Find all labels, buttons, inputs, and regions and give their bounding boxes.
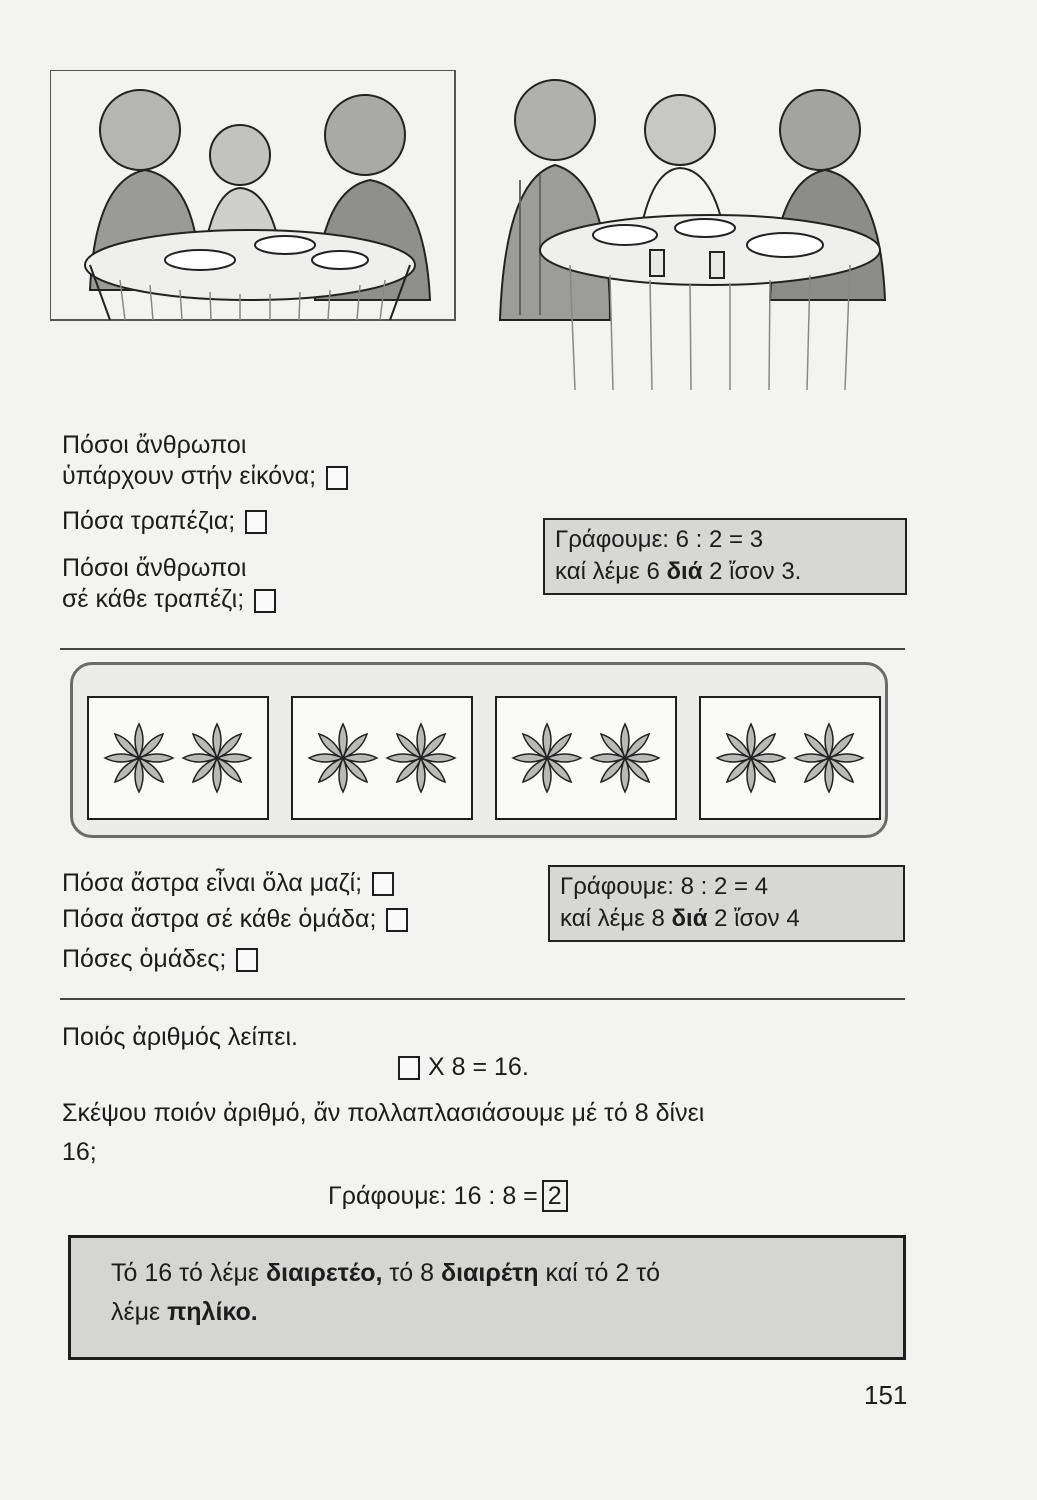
left-table-scene (50, 70, 455, 320)
terminology-summary-box: Τό 16 τό λέμε διαιρετέο, τό 8 διαιρέτη καί τό 2 τό λέμε πηλίκο. (68, 1235, 906, 1360)
answer-box-total-stars[interactable] (372, 872, 394, 896)
star-icon (105, 724, 173, 792)
star-group-4 (699, 696, 881, 820)
note-division-8-2: Γράφουμε: 8 : 2 = 4 καί λέμε 8 διά 2 ἴσον 4 (548, 865, 905, 942)
star-group-1 (87, 696, 269, 820)
missing-number-equation: X 8 = 16. (398, 1052, 529, 1083)
star-icon (309, 724, 377, 792)
question-groups-count: Πόσες ὁμάδες; (62, 944, 258, 975)
dinner-illustration (50, 70, 900, 410)
answer-box-groups[interactable] (236, 948, 258, 972)
star-icon (183, 724, 251, 792)
star-group-2 (291, 696, 473, 820)
answer-value-box: 2 (542, 1180, 568, 1212)
answer-box-stars-per-group[interactable] (386, 908, 408, 932)
page-number: 151 (864, 1380, 908, 1410)
star-icon (717, 724, 785, 792)
missing-number-title: Ποιός ἀριθμός λείπει. (62, 1023, 298, 1051)
answer-box-tables[interactable] (245, 510, 267, 534)
answer-box-people[interactable] (326, 466, 348, 490)
divider (60, 998, 905, 1000)
star-icon (387, 724, 455, 792)
star-group-drawing (89, 698, 267, 818)
question-stars-per-group: Πόσα ἄστρα σέ κάθε ὁμάδα; (62, 904, 408, 935)
answer-box-missing-number[interactable] (398, 1056, 420, 1080)
answer-line: Γράφουμε: 16 : 8 = 2 (328, 1180, 568, 1212)
star-icon (591, 724, 659, 792)
star-icon (795, 724, 863, 792)
star-groups-frame (70, 662, 888, 838)
right-table-scene (500, 80, 885, 390)
star-group-drawing (497, 698, 675, 818)
star-group-3 (495, 696, 677, 820)
note-division-6-2: Γράφουμε: 6 : 2 = 3 καί λέμε 6 διά 2 ἴσον 3. (543, 518, 907, 595)
star-icon (513, 724, 581, 792)
question-total-stars: Πόσα ἄστρα εἶναι ὅλα μαζί; (62, 868, 394, 899)
divider (60, 648, 905, 650)
star-group-drawing (293, 698, 471, 818)
answer-box-per-table[interactable] (254, 589, 276, 613)
star-group-drawing (701, 698, 879, 818)
question-tables-count: Πόσα τραπέζια; (62, 506, 267, 537)
question-people-per-table: Πόσοι ἄνθρωποι σέ κάθε τραπέζι; (62, 553, 276, 616)
hint-text: Σκέψου ποιόν ἀριθμό, ἄν πολλαπλασιάσουμε μέ τό 8 δίνει 16; (62, 1099, 705, 1167)
question-people-count: Πόσοι ἄνθρωποι ὑπάρχουν στήν εἰκόνα; (62, 430, 348, 493)
